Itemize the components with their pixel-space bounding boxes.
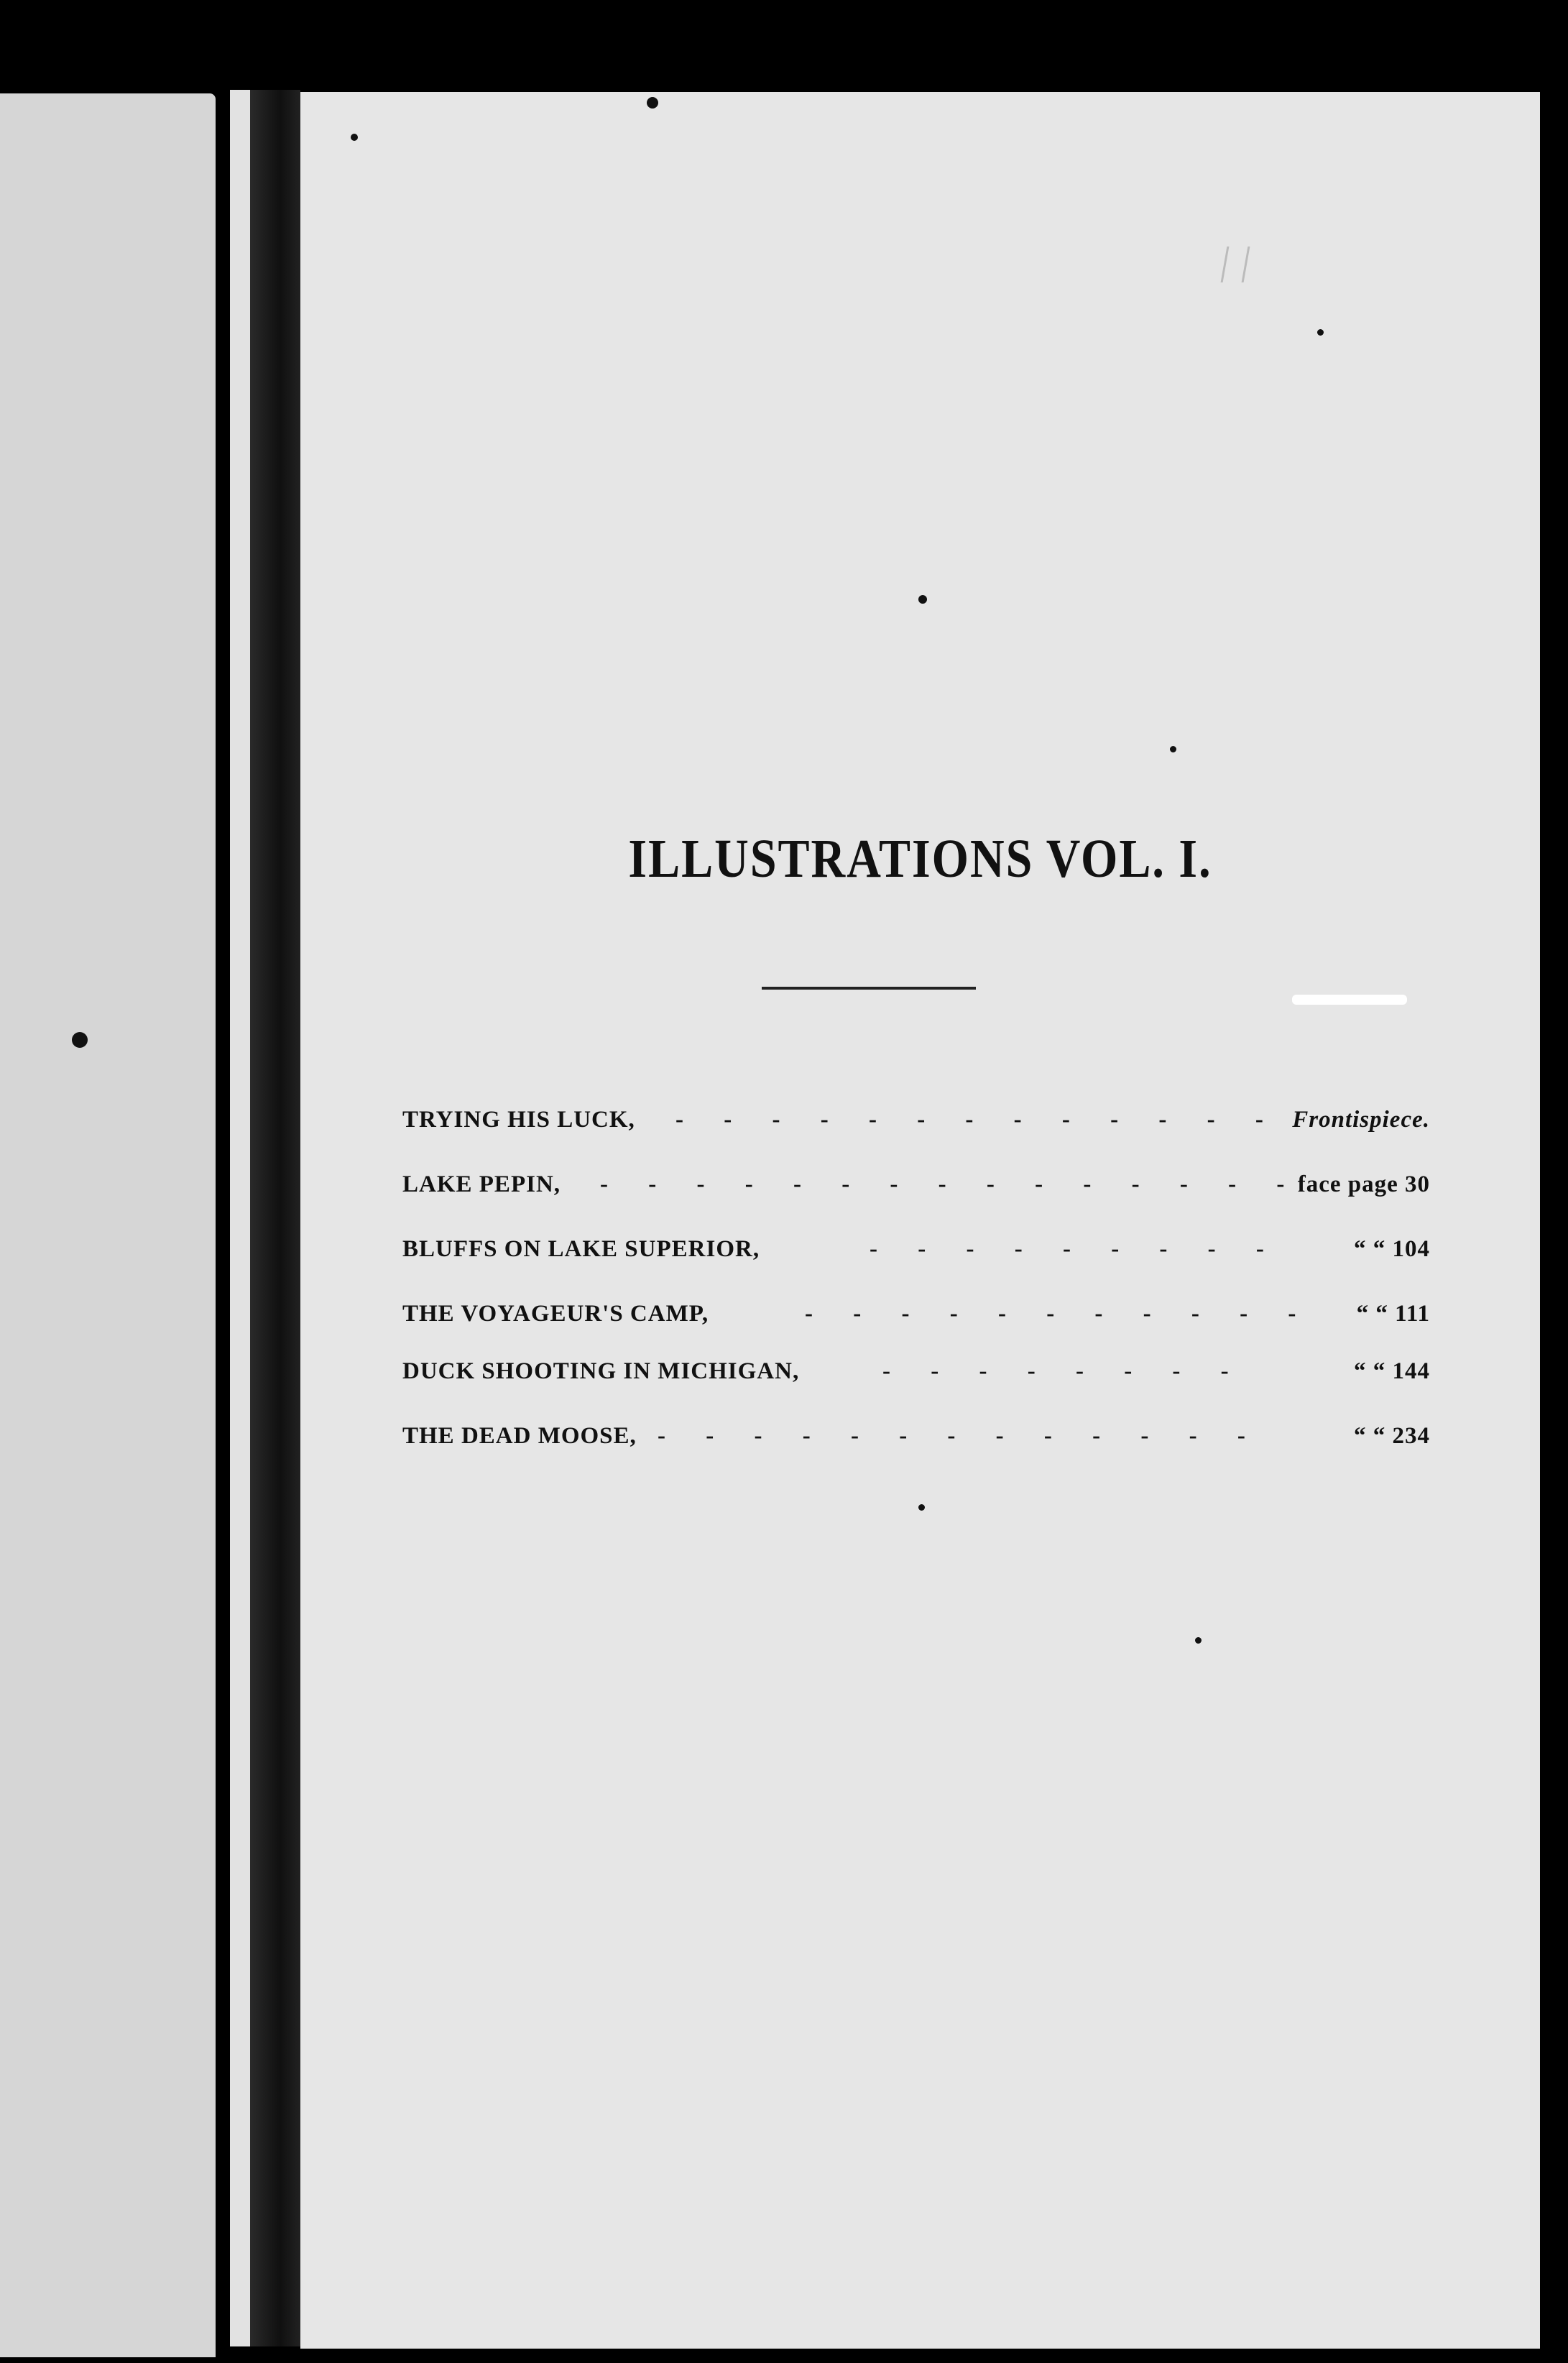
leader-dashes: - - - - - - - - - - -	[805, 1301, 1314, 1327]
ink-speck	[351, 134, 358, 141]
paper-blemish	[1292, 995, 1407, 1005]
illustration-title: THE VOYAGEUR'S CAMP,	[402, 1301, 709, 1327]
illustration-title: THE DEAD MOOSE,	[402, 1423, 637, 1449]
ink-speck	[647, 97, 658, 109]
book-spine	[250, 90, 300, 2346]
illustration-title: DUCK SHOOTING IN MICHIGAN,	[402, 1358, 800, 1384]
ink-speck	[1170, 746, 1176, 752]
ink-speck	[1317, 329, 1324, 336]
page-reference: face page 30	[1297, 1171, 1430, 1197]
spine-edge	[230, 90, 250, 2346]
ink-speck	[72, 1032, 88, 1048]
illustrations-page	[300, 92, 1540, 2349]
left-page	[0, 93, 216, 2357]
leader-dashes: - - - - - - - - -	[870, 1236, 1281, 1262]
illustration-title: LAKE PEPIN,	[402, 1171, 561, 1197]
page-reference: “ “ 234	[1354, 1423, 1430, 1449]
page-reference: Frontispiece.	[1292, 1107, 1430, 1133]
ink-speck	[918, 595, 927, 604]
leader-dashes: - - - - - - - -	[882, 1358, 1246, 1384]
pencil-mark	[1221, 247, 1250, 282]
page-reference: “ “ 111	[1356, 1301, 1430, 1327]
leader-dashes: - - - - - - - - - - - - -	[658, 1423, 1263, 1449]
leader-dashes: - - - - - - - - - - - - -	[675, 1107, 1281, 1133]
leader-dashes: - - - - - - - - - - - - - - -	[600, 1171, 1302, 1197]
illustration-title: TRYING HIS LUCK,	[402, 1107, 635, 1133]
page-reference: “ “ 144	[1354, 1358, 1430, 1384]
ink-speck	[1195, 1637, 1202, 1644]
title-rule	[762, 987, 976, 990]
page-reference: “ “ 104	[1354, 1236, 1430, 1262]
page-title: ILLUSTRATIONS VOL. I.	[628, 829, 1212, 890]
ink-speck	[918, 1504, 925, 1511]
illustration-title: BLUFFS ON LAKE SUPERIOR,	[402, 1236, 760, 1262]
